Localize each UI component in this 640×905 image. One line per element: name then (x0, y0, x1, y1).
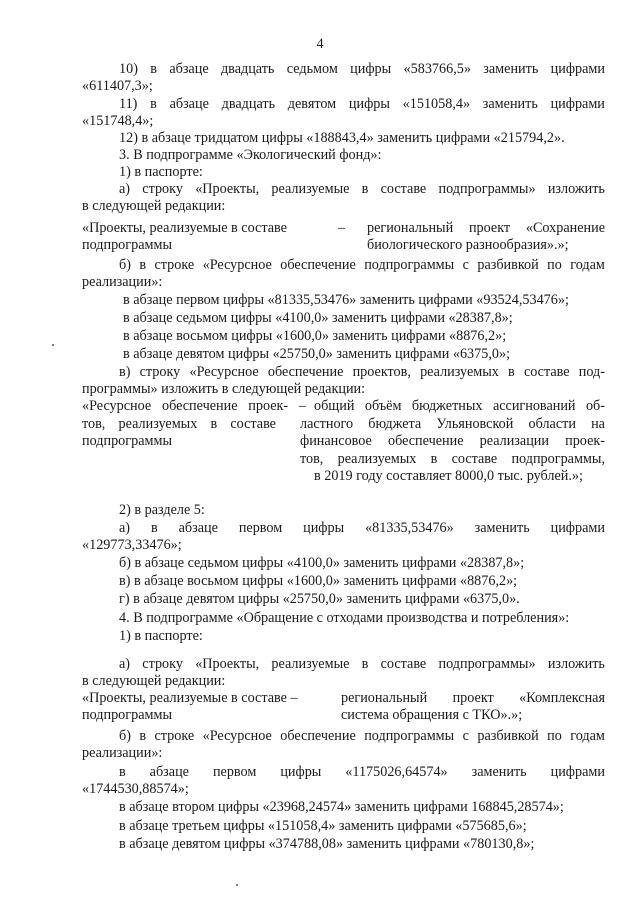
text-line: б) в абзаце седьмом цифры «4100,0» заменить цифрами «28387,8»; (119, 555, 525, 571)
text-line: а) строку «Проекты, реализуемые в составе подпрограммы» изложить (119, 181, 605, 197)
text-line: в) в абзаце восьмом цифры «1600,0» заменить цифрами «8876,2»; (119, 573, 518, 589)
text-line: в абзаце седьмом цифры «4100,0» заменить цифрами «28387,8»; (123, 310, 513, 326)
text-line: 11) в абзаце двадцать девятом цифры «151058,4» заменить цифрами (119, 96, 605, 112)
text-line: 1) в паспорте: (119, 628, 203, 644)
text-line: в следующей редакции: (82, 673, 226, 689)
text-line: в абзаце первом цифры «1175026,64574» заменить цифрами (119, 764, 605, 780)
text-line: в) строку «Ресурсное обеспечение проектов, реализуемых в составе под- (119, 364, 605, 380)
text-line: в абзаце первом цифры «81335,53476» заменить цифрами «93524,53476»; (123, 292, 569, 308)
text-line: региональный проект «Комплексная (341, 690, 605, 706)
text-line: реализации»: (82, 745, 163, 761)
text-line: в абзаце втором цифры «23968,24574» заменить цифрами 168845,28574»; (119, 799, 564, 815)
text-line: 3. В подпрограмме «Экологический фонд»: (119, 147, 382, 163)
text-line: система обращения с ТКО».»; (341, 707, 523, 723)
text-line: б) в строке «Ресурсное обеспечение подпрограммы с разбивкой по годам (119, 257, 605, 273)
text-line: «Ресурсное обеспечение проек- – (82, 398, 306, 414)
scan-speck (52, 344, 54, 346)
text-line: «129773,33476»; (82, 537, 182, 553)
text-line: подпрограммы (82, 433, 172, 449)
text-line: в абзаце третьем цифры «151058,4» заменить цифрами «575685,6»; (119, 818, 527, 834)
text-line: ластного бюджета Ульяновской области на (300, 416, 605, 432)
page-number: 4 (316, 36, 324, 52)
text-line: а) в абзаце первом цифры «81335,53476» заменить цифрами (119, 520, 605, 536)
text-line: программы» изложить в следующей редакции: (82, 381, 366, 397)
text-line: подпрограммы (82, 237, 172, 253)
text-line: биологического разнообразия».»; (367, 237, 569, 253)
text-line: «Проекты, реализуемые в составе – (82, 690, 298, 706)
text-line: 12) в абзаце тридцатом цифры «188843,4» заменить цифрами «215794,2». (119, 130, 565, 146)
text-line: в абзаце девятом цифры «374788,08» заменить цифрами «780130,8»; (119, 836, 535, 852)
text-line: финансовое обеспечение реализации проек- (300, 433, 605, 449)
text-line: 1) в паспорте: (119, 164, 203, 180)
text-line: 10) в абзаце двадцать седьмом цифры «583766,5» заменить цифрами (119, 61, 605, 77)
text-line: «Проекты, реализуемые в составе (82, 220, 287, 236)
scan-speck (236, 884, 238, 886)
text-line: в абзаце восьмом цифры «1600,0» заменить цифрами «8876,2»; (123, 328, 507, 344)
text-line: в 2019 году составляет 8000,0 тыс. рублей.»; (314, 468, 583, 484)
text-line: тов, реализуемых в составе подпрограммы, (300, 451, 605, 467)
text-line: – (338, 220, 346, 236)
text-line: в абзаце девятом цифры «25750,0» заменить цифрами «6375,0»; (123, 346, 511, 362)
text-line: «151748,4»; (82, 113, 154, 129)
text-line: а) строку «Проекты, реализуемые в составе подпрограммы» изложить (119, 656, 605, 672)
text-line: в следующей редакции: (82, 198, 226, 214)
text-line: тов, реализуемых в составе (82, 416, 276, 432)
text-line: реализации»: (82, 274, 163, 290)
text-line: «1744530,88574»; (82, 781, 189, 797)
text-line: общий объём бюджетных ассигнований об- (314, 398, 605, 414)
text-line: региональный проект «Сохранение (367, 220, 605, 236)
text-line: подпрограммы (82, 707, 172, 723)
text-line: 4. В подпрограмме «Обращение с отходами производства и потребления»: (119, 610, 570, 626)
text-line: г) в абзаце девятом цифры «25750,0» заменить цифрами «6375,0». (119, 591, 520, 607)
text-line: «611407,3»; (82, 78, 153, 94)
text-line: 2) в разделе 5: (119, 502, 205, 518)
text-line: б) в строке «Ресурсное обеспечение подпрограммы с разбивкой по годам (119, 728, 605, 744)
